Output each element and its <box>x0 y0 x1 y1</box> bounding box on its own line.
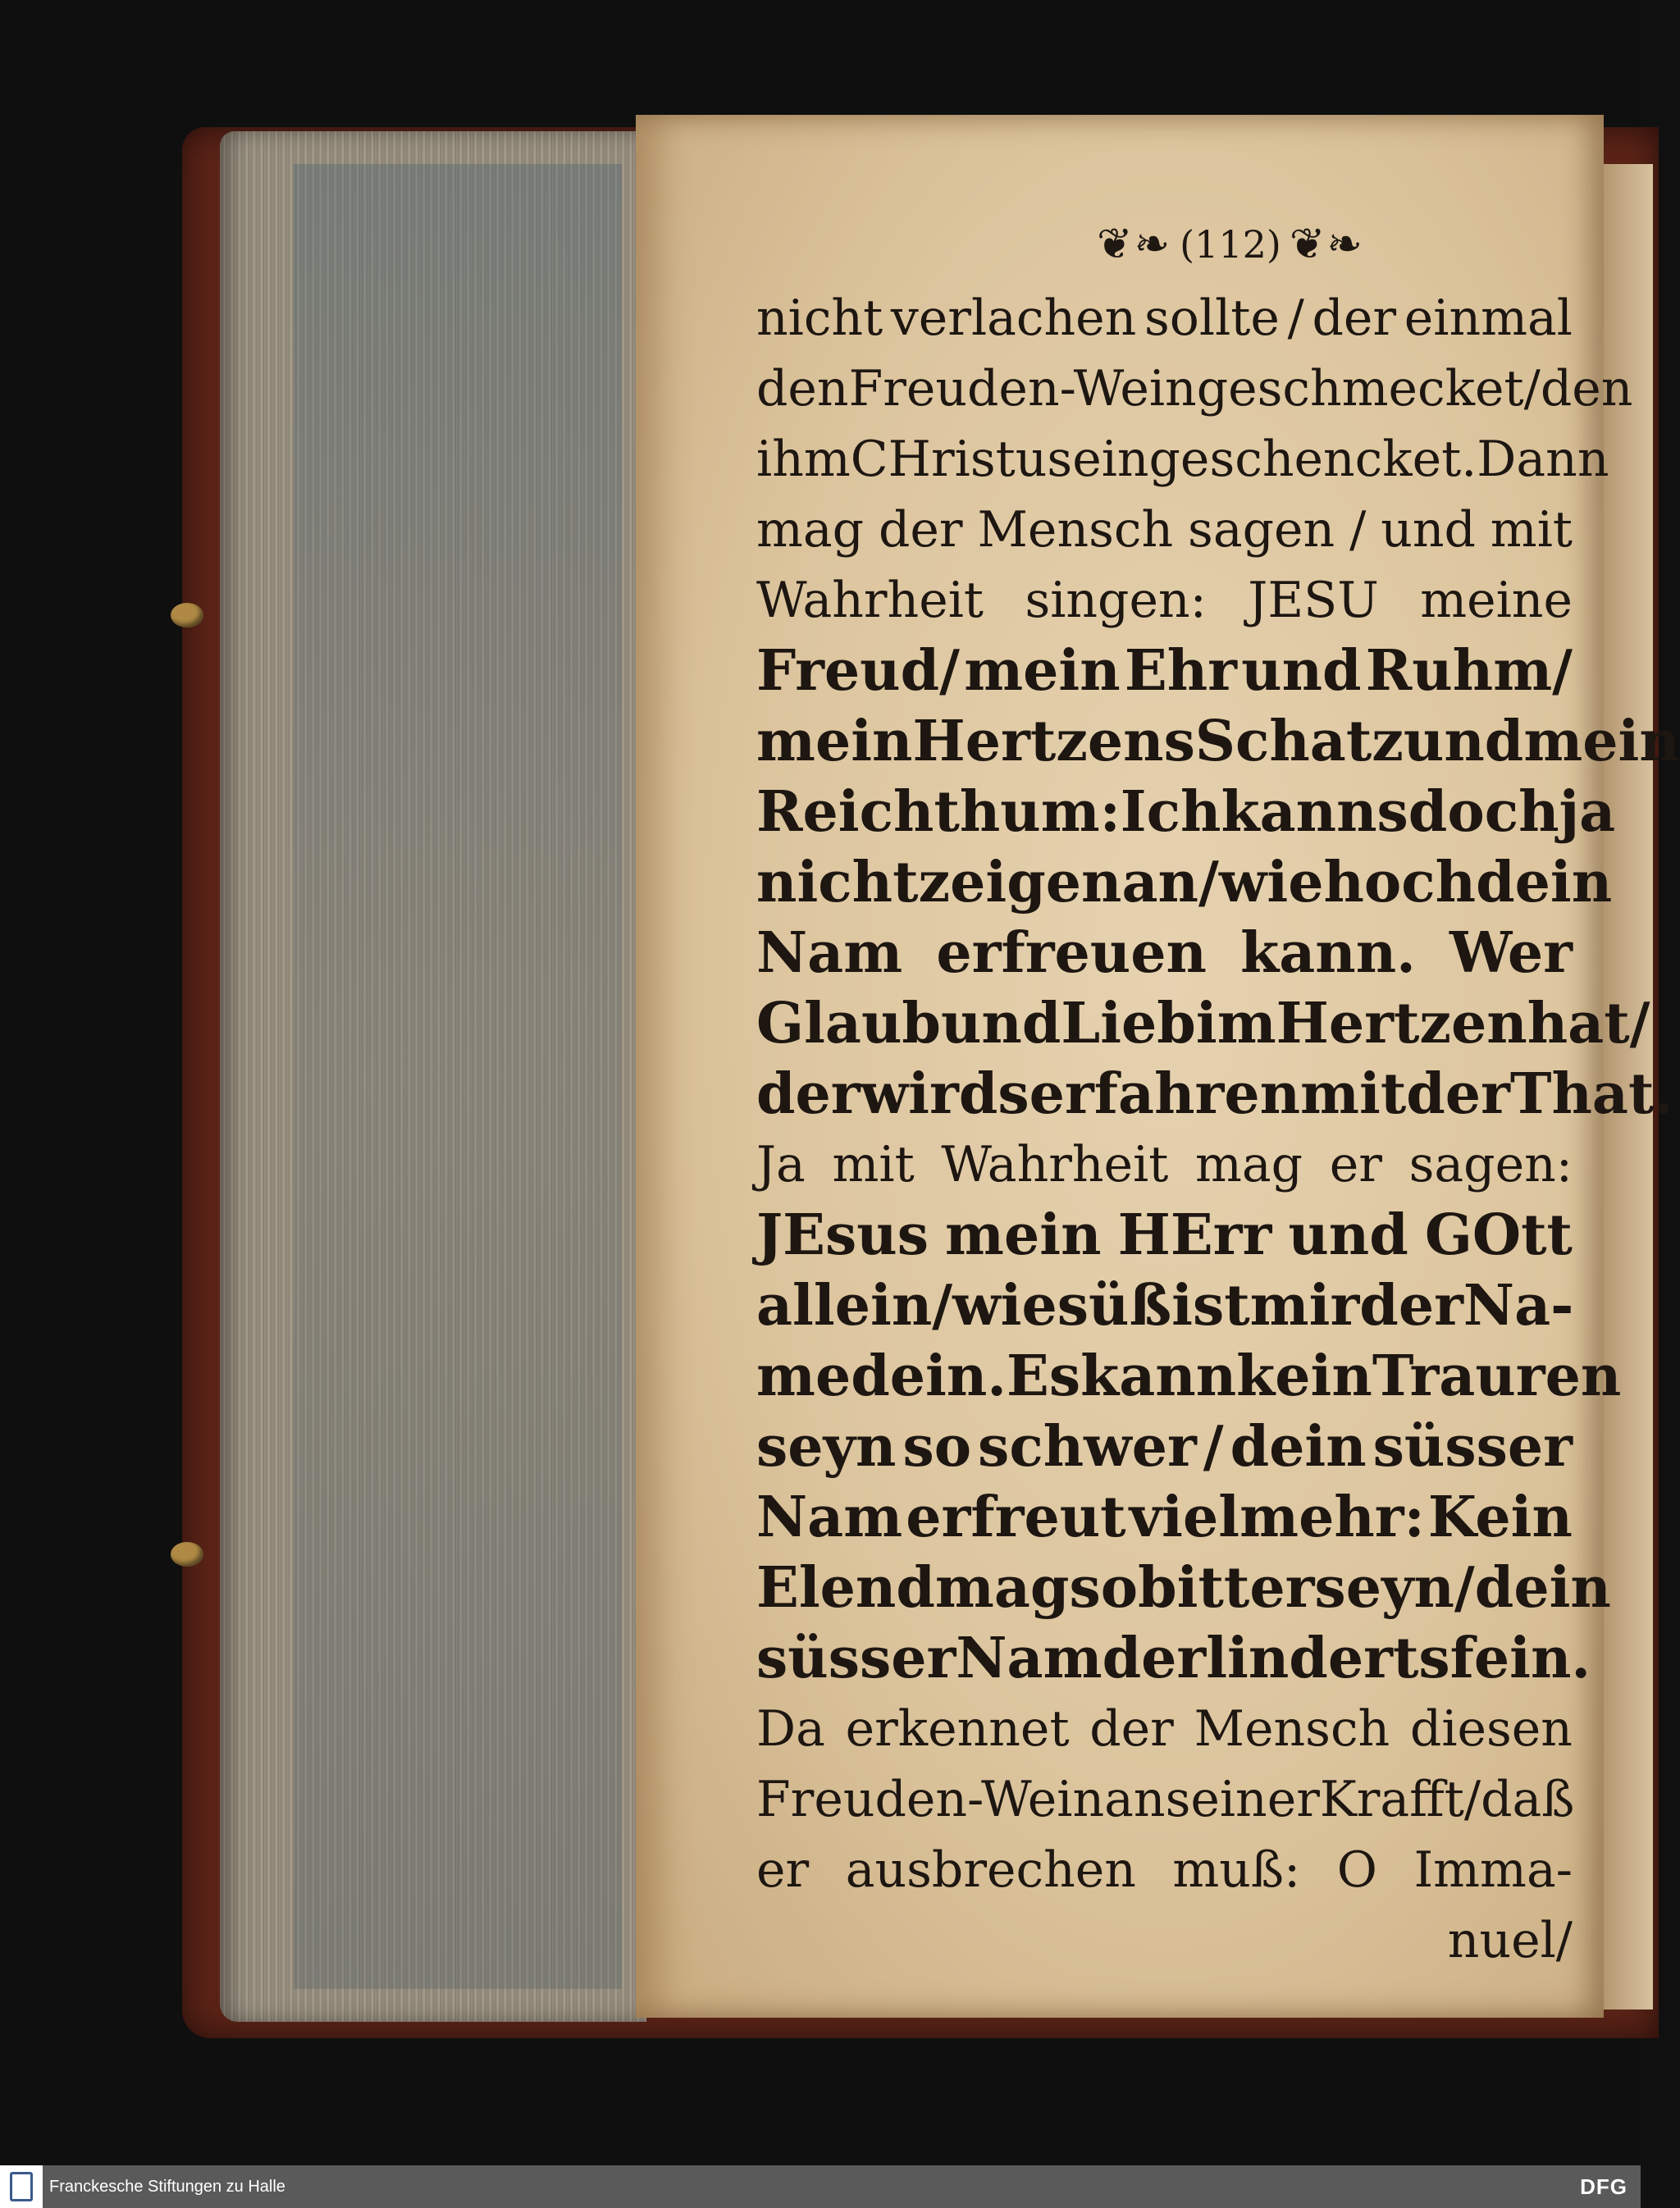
word: kann. <box>1240 920 1416 986</box>
word: süsser <box>1372 1414 1573 1480</box>
text-line <box>756 565 1573 636</box>
word: seyn/ <box>1314 1555 1475 1621</box>
page-header <box>1071 212 1390 277</box>
clasp-pin-bottom <box>171 1542 203 1567</box>
text-line <box>756 1835 1573 1905</box>
text-line <box>756 1623 1591 1694</box>
word: GOtt <box>1424 1202 1573 1268</box>
word: dein. <box>851 1344 1007 1409</box>
word: Ja <box>756 1136 806 1193</box>
word: Krafft/ <box>1319 1771 1481 1828</box>
word: der <box>1102 1626 1207 1691</box>
word: mein <box>1523 709 1680 774</box>
word: mein <box>756 709 913 774</box>
word: er <box>756 1841 810 1899</box>
word: singen: <box>1025 572 1207 629</box>
word: JESU <box>1248 572 1379 629</box>
text-line <box>756 847 1613 918</box>
word: JEsus <box>756 1202 929 1268</box>
word: / <box>1523 360 1541 417</box>
word: und <box>940 991 1061 1056</box>
word: HertzensSchatz <box>912 709 1404 774</box>
text-line <box>756 777 1616 847</box>
word: und <box>1288 1202 1408 1268</box>
word: der <box>1359 1273 1463 1339</box>
word: Trauren <box>1372 1344 1622 1409</box>
word: mein <box>945 1202 1102 1268</box>
word: mit <box>1300 1061 1407 1127</box>
word: er <box>1329 1136 1382 1193</box>
word: mag <box>1195 1136 1303 1193</box>
text-line <box>756 1694 1573 1764</box>
word: Wer <box>1449 920 1573 986</box>
word: nicht <box>756 290 883 347</box>
word: daß <box>1481 1771 1575 1828</box>
word: Freuden-Wein <box>756 1771 1105 1828</box>
word: wie <box>1218 850 1324 915</box>
word: sagen: <box>1408 1136 1573 1193</box>
word: / <box>1203 1414 1224 1480</box>
page-text <box>756 283 1680 1976</box>
word: erfreuen <box>936 920 1207 986</box>
word: so <box>902 1414 972 1480</box>
word: den <box>756 360 849 417</box>
text-line <box>756 495 1573 565</box>
text-line <box>756 988 1650 1059</box>
word: O <box>1336 1841 1377 1899</box>
word: fein. <box>1449 1626 1591 1691</box>
word: Es <box>1006 1344 1081 1409</box>
word: doch <box>1408 779 1559 845</box>
text-line <box>756 1412 1573 1482</box>
word: Wahrheit <box>756 572 984 629</box>
word: dein <box>1230 1414 1367 1480</box>
word: süß <box>1057 1273 1172 1339</box>
word: allein/ <box>756 1273 953 1339</box>
word: hat/ <box>1527 991 1650 1056</box>
word: so <box>1069 1555 1139 1621</box>
word: vielmehr: <box>1129 1485 1425 1550</box>
text-line <box>756 1482 1573 1553</box>
text-line <box>756 1200 1573 1271</box>
word: mag <box>756 501 865 559</box>
text-line <box>756 918 1573 988</box>
word: Elend <box>756 1555 935 1621</box>
word: schwer <box>978 1414 1197 1480</box>
word: geschmecket <box>1196 360 1524 417</box>
word: linderts <box>1206 1626 1450 1691</box>
ornament-right-icon: ❦❧ <box>1289 220 1364 269</box>
word: Na- <box>1463 1273 1574 1339</box>
word: und <box>1241 638 1362 704</box>
word: Glaub <box>756 991 941 1056</box>
word: Reichthum: <box>756 779 1121 845</box>
word: Nam <box>756 1485 903 1550</box>
word: sagen <box>1188 501 1335 559</box>
word: hoch <box>1323 850 1477 915</box>
word: me <box>756 1344 851 1409</box>
text-line <box>756 283 1573 354</box>
word: sollte <box>1144 290 1280 347</box>
word: ausbrechen <box>845 1841 1136 1899</box>
word: mir <box>1249 1273 1360 1339</box>
word: That. <box>1509 1061 1674 1127</box>
word: im <box>1195 991 1276 1056</box>
page-block-fore-edge <box>220 131 646 2022</box>
word: ist <box>1171 1273 1250 1339</box>
funder-logo: DFG <box>1580 2174 1628 2199</box>
word: Wahrheit <box>941 1136 1169 1193</box>
word: Ruhm/ <box>1365 638 1573 704</box>
word: zeigen <box>918 850 1122 915</box>
word: eingeschencket. <box>1072 431 1477 488</box>
word: / <box>1349 501 1367 559</box>
word: / <box>1287 290 1304 347</box>
ornament-left-icon: ❦❧ <box>1097 220 1172 269</box>
text-line <box>756 1129 1573 1200</box>
word: erfreut <box>906 1485 1126 1550</box>
word: seiner <box>1165 1771 1320 1828</box>
word: erfahren <box>1029 1061 1301 1127</box>
word: Lieb <box>1061 991 1196 1056</box>
catchword: nuel/ <box>1447 1912 1573 1969</box>
word: und <box>1381 501 1476 559</box>
text-line <box>756 636 1573 706</box>
word: CHristus <box>850 431 1073 488</box>
word: und <box>1403 709 1524 774</box>
word: diesen <box>1409 1700 1573 1758</box>
text-line <box>756 1341 1622 1412</box>
word: wie <box>952 1273 1057 1339</box>
word: mag <box>934 1555 1070 1621</box>
institution-logo-icon <box>0 2165 43 2208</box>
word: einmal <box>1404 290 1573 347</box>
word: wirds <box>860 1061 1029 1127</box>
word: Mensch <box>977 501 1174 559</box>
word: muß: <box>1172 1841 1301 1899</box>
word: Mensch <box>1194 1700 1390 1758</box>
word: ja <box>1559 779 1616 845</box>
word: Hertzen <box>1276 991 1527 1056</box>
clasp-pin-top <box>171 603 203 627</box>
word: kanns <box>1221 779 1408 845</box>
word: Da <box>756 1700 825 1758</box>
word: der <box>1312 290 1397 347</box>
word: den <box>1540 360 1633 417</box>
word: mit <box>1490 501 1573 559</box>
word: HErr <box>1117 1202 1272 1268</box>
word: mit <box>832 1136 915 1193</box>
word: meine <box>1420 572 1573 629</box>
word: an/ <box>1121 850 1219 915</box>
word: verlachen <box>890 290 1137 347</box>
word: kann <box>1080 1344 1237 1409</box>
word: Freuden-Wein <box>848 360 1197 417</box>
text-line <box>756 424 1609 495</box>
word: der <box>756 1061 861 1127</box>
text-line <box>756 1059 1674 1129</box>
word: Imma- <box>1413 1841 1573 1899</box>
page-number: (112) <box>1180 222 1281 267</box>
word: Nam <box>756 920 903 986</box>
word: Nam <box>956 1626 1102 1691</box>
word: an <box>1104 1771 1166 1828</box>
word: ihm <box>756 431 851 488</box>
word: kein <box>1236 1344 1372 1409</box>
word: dein <box>1476 850 1613 915</box>
word: Ehr <box>1124 638 1237 704</box>
word: Kein <box>1427 1485 1573 1550</box>
word: der <box>1406 1061 1510 1127</box>
word: dein <box>1474 1555 1611 1621</box>
word: seyn <box>756 1414 897 1480</box>
word: süsser <box>756 1626 956 1691</box>
word: nicht <box>756 850 919 915</box>
word: bitter <box>1138 1555 1315 1621</box>
viewer-footer <box>0 2165 1641 2208</box>
word: Ich <box>1120 779 1221 845</box>
text-line <box>756 1271 1573 1341</box>
text-line <box>756 1553 1611 1623</box>
word: erkennet <box>845 1700 1070 1758</box>
institution-name: Franckesche Stiftungen zu Halle <box>49 2177 285 2196</box>
word: Freud/ <box>756 638 960 704</box>
word: mein <box>964 638 1121 704</box>
word: der <box>1089 1700 1174 1758</box>
text-line <box>756 354 1633 424</box>
word: Dann <box>1477 431 1609 488</box>
text-line <box>756 1764 1573 1835</box>
text-line <box>756 706 1680 777</box>
word: der <box>878 501 963 559</box>
